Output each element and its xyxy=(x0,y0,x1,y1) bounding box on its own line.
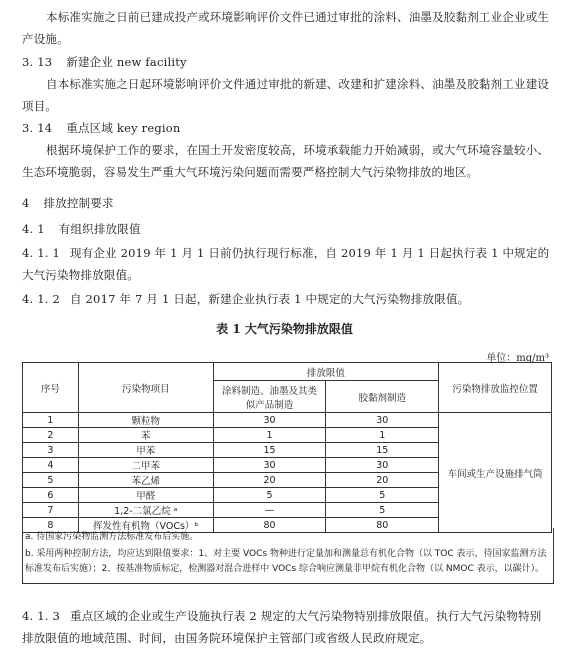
section-4-1-2 xyxy=(22,288,552,310)
table-note-b: b. 采用两种控制方法，均应达到限值要求：1、对主要 VOCs 物种进行定量加和测量总有机化合物（以 TOC 表示，待国家监测方法标准发布后实施）；2、按基准物质标定，检测器对混合进样中 VOCs 综合响应测量非甲烷有机化合物（以 NMOC 表示，以碳计）。 xyxy=(25,549,547,574)
section-title: 重点区域 key region xyxy=(66,121,181,135)
section-number: 3. 14 xyxy=(22,121,53,135)
row-number: 3 xyxy=(23,443,79,458)
limit-coatings: 15 xyxy=(213,443,326,458)
limit-adhesives: 20 xyxy=(326,473,439,488)
section-title: 排放控制要求 xyxy=(43,196,114,210)
pollutant-name: 苯乙烯 xyxy=(78,473,213,488)
pollutant-name: 甲苯 xyxy=(78,443,213,458)
section-body: 自 2017 年 7 月 1 日起，新建企业执行表 1 中规定的大气污染物排放限值。 xyxy=(69,292,470,306)
limit-coatings: — xyxy=(213,503,326,518)
header-seq: 序号 xyxy=(23,363,79,413)
limit-coatings: 5 xyxy=(213,488,326,503)
limit-adhesives: 5 xyxy=(326,503,439,518)
limit-coatings: 1 xyxy=(213,428,326,443)
section-title: 新建企业 new facility xyxy=(66,55,187,69)
pollutant-name: 二甲苯 xyxy=(78,458,213,473)
pollutant-name: 甲醛 xyxy=(78,488,213,503)
emission-limits-table xyxy=(22,362,552,533)
section-body: 现有企业 2019 年 1 月 1 日前仍执行现行标准，自 2019 年 1 月 1 日起执行表 1 中规定的大气污染物排放限值。 xyxy=(22,246,550,282)
section-4-1-heading xyxy=(22,218,552,240)
row-number: 8 xyxy=(23,518,79,533)
limit-coatings: 80 xyxy=(213,518,326,533)
section-title: 有组织排放限值 xyxy=(58,222,141,236)
section-number: 4 xyxy=(22,196,30,210)
header-coatings: 涂料制造、油墨及其类似产品制造 xyxy=(213,381,326,413)
pollutant-name: 苯 xyxy=(78,428,213,443)
limit-adhesives: 30 xyxy=(326,458,439,473)
table-header-row xyxy=(23,363,552,381)
section-4-heading xyxy=(22,192,552,214)
limit-adhesives: 1 xyxy=(326,428,439,443)
section-3-13-body: 自本标准实施之日起环境影响评价文件通过审批的新建、改建和扩建涂料、油墨及胶黏剂工业建设项目。 xyxy=(22,77,550,113)
section-number: 4. 1 xyxy=(22,222,45,236)
row-number: 4 xyxy=(23,458,79,473)
monitoring-location: 车间或生产设施排气筒 xyxy=(439,413,552,533)
section-number: 4. 1. 3 xyxy=(22,609,60,623)
section-number: 4. 1. 1 xyxy=(22,246,60,260)
limit-adhesives: 5 xyxy=(326,488,439,503)
paragraph-existing-facility: 本标准实施之日前已建成投产或环境影响评价文件已通过审批的涂料、油墨及胶黏剂工业企业或生产设施。 xyxy=(22,10,550,46)
row-number: 6 xyxy=(23,488,79,503)
limit-coatings: 30 xyxy=(213,458,326,473)
row-number: 7 xyxy=(23,503,79,518)
section-3-13-heading xyxy=(22,51,552,73)
row-number: 1 xyxy=(23,413,79,428)
table-title: 表 1 大气污染物排放限值 xyxy=(216,322,353,336)
limit-adhesives: 15 xyxy=(326,443,439,458)
row-number: 5 xyxy=(23,473,79,488)
table-unit: 单位：mg/m³ xyxy=(486,353,549,364)
section-4-1-3 xyxy=(22,605,552,649)
pollutant-name: 挥发性有机物（VOCs）ᵇ xyxy=(78,518,213,533)
section-number: 3. 13 xyxy=(22,55,53,69)
section-3-14-body: 根据环境保护工作的要求，在国土开发密度较高，环境承载能力开始减弱，或大气环境容量较小、生态环境脆弱，容易发生严重大气环境污染问题而需要严格控制大气污染物排放的地区。 xyxy=(22,143,550,179)
limit-adhesives: 30 xyxy=(326,413,439,428)
header-adhesives: 胶黏剂制造 xyxy=(326,381,439,413)
section-body: 重点区域的企业或生产设施执行表 2 规定的大气污染物特别排放限值。执行大气污染物特别排放限值的地域范围、时间，由国务院环境保护主管部门或省级人民政府规定。 xyxy=(22,609,542,645)
header-item: 污染物项目 xyxy=(78,363,213,413)
table-notes xyxy=(22,528,554,584)
limit-coatings: 20 xyxy=(213,473,326,488)
table-row xyxy=(23,413,552,428)
section-number: 4. 1. 2 xyxy=(22,292,60,306)
pollutant-name: 颗粒物 xyxy=(78,413,213,428)
pollutant-name: 1,2-二氯乙烷 ᵃ xyxy=(78,503,213,518)
section-4-1-1 xyxy=(22,242,552,286)
section-3-14-heading xyxy=(22,117,552,139)
header-limits: 排放限值 xyxy=(213,363,439,381)
limit-coatings: 30 xyxy=(213,413,326,428)
header-location: 污染物排放监控位置 xyxy=(439,363,552,413)
table-note-a: a. 待国家污染物监测方法标准发布后实施。 xyxy=(25,532,199,542)
limit-adhesives: 80 xyxy=(326,518,439,533)
row-number: 2 xyxy=(23,428,79,443)
